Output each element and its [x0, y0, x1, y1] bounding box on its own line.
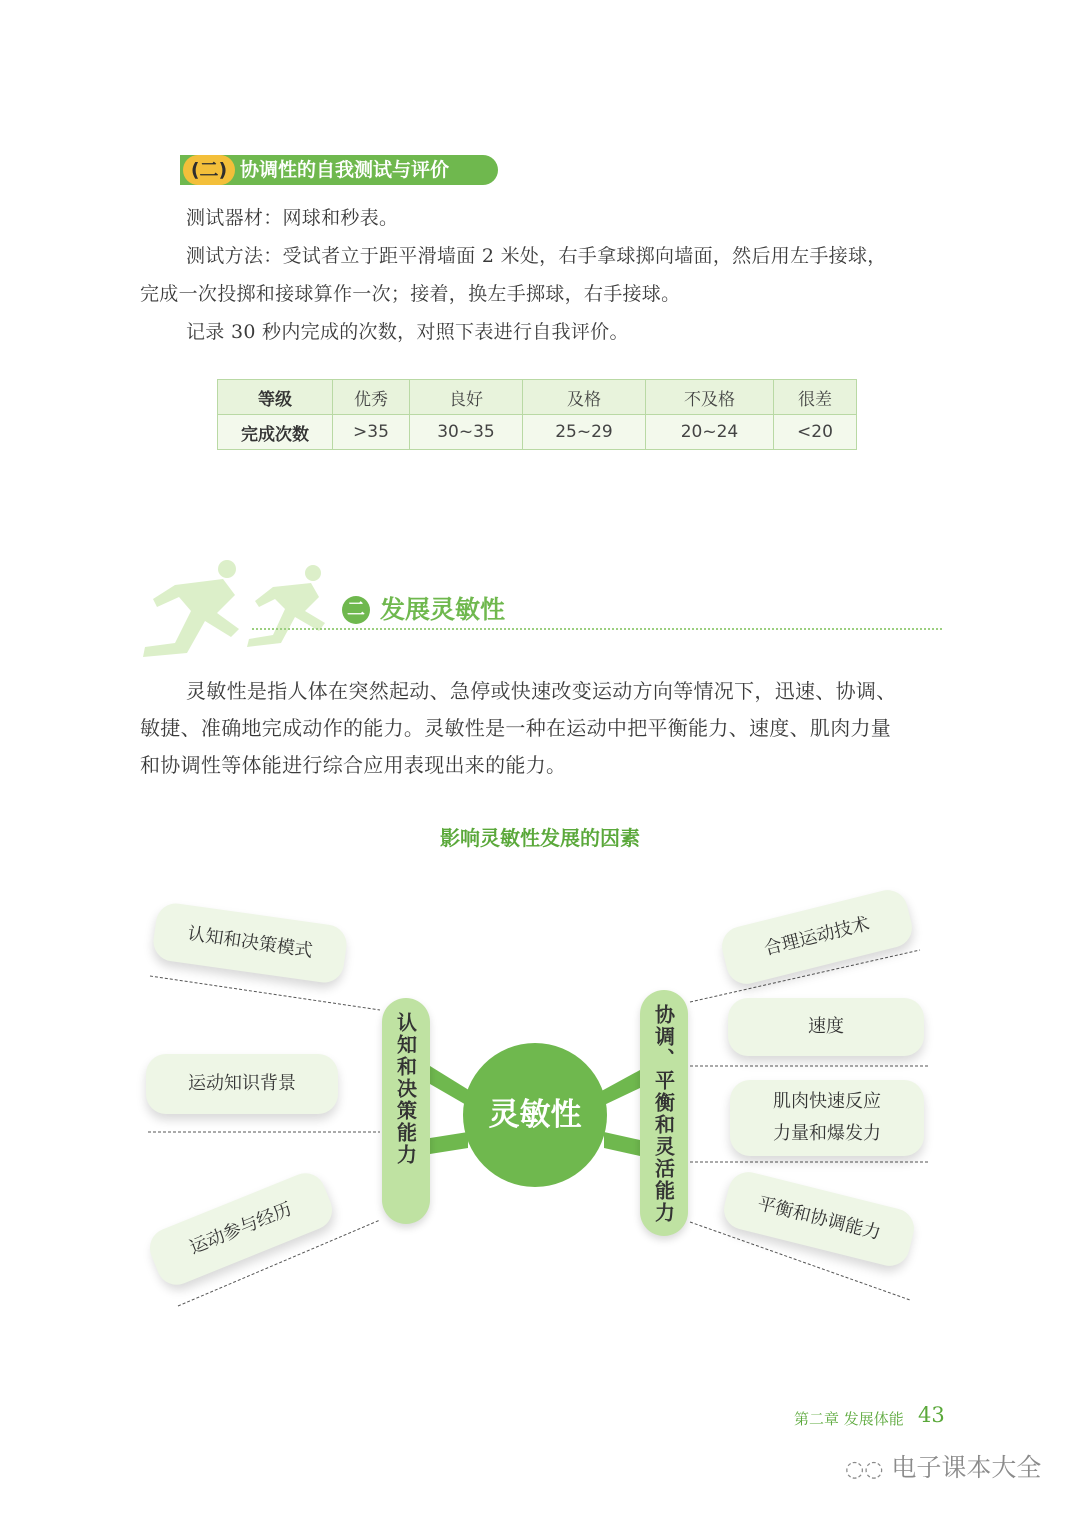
table-cell: 优秀: [333, 380, 410, 415]
paragraph-agility-line3: 和协调性等体能进行综合应用表现出来的能力。: [140, 753, 567, 777]
factor-label: 认知和决策模式: [186, 923, 314, 962]
center-node-label: 灵敏性: [488, 1097, 582, 1133]
factor-label: 力量和爆发力: [773, 1123, 881, 1144]
wechat-icon: ◌◌: [845, 1457, 884, 1482]
factor-label: 平衡和协调能力: [755, 1193, 883, 1244]
factor-pill: [730, 1080, 924, 1156]
table-cell: 25~29: [523, 415, 646, 450]
watermark: [845, 1448, 1041, 1484]
table-header-cell: 完成次数: [218, 415, 333, 450]
table-cell: <20: [774, 415, 857, 450]
watermark-text: 电子课本大全: [891, 1453, 1042, 1482]
table-header-cell: 等级: [218, 380, 333, 415]
paragraph-method-line1: 测试方法：受试者立于距平滑墙面 2 米处，右手拿球掷向墙面，然后用左手接球，: [186, 245, 887, 267]
paragraph-agility-line1: 灵敏性是指人体在突然起动、急停或快速改变运动方向等情况下，迅速、协调、: [186, 679, 897, 703]
factor-label: 肌肉快速反应: [773, 1091, 881, 1112]
factor-label: 合理运动技术: [761, 913, 872, 960]
factor-pill: [146, 1054, 338, 1114]
factor-label: 运动参与经历: [186, 1198, 295, 1259]
left-group-label: 认知和决策能力: [393, 1012, 418, 1166]
right-group-bar: [640, 990, 688, 1236]
grade-table: [217, 379, 857, 450]
table-cell: 30~35: [410, 415, 523, 450]
section-number-badge: (二): [183, 155, 235, 185]
table-row: [218, 380, 857, 415]
table-cell: 20~24: [646, 415, 774, 450]
paragraph-method-line2: 完成一次投掷和接球算作一次；接着，换左手掷球，右手接球。: [140, 283, 681, 305]
factor-label: 速度: [808, 1016, 844, 1037]
left-group-bar: [382, 998, 430, 1224]
paragraph-agility-line2: 敏捷、准确地完成动作的能力。灵敏性是一种在运动中把平衡能力、速度、肌肉力量: [140, 716, 892, 740]
paragraph-record: 记录 30 秒内完成的次数，对照下表进行自我评价。: [186, 321, 629, 343]
footer-chapter: 第二章 发展体能: [794, 1410, 904, 1428]
diagram-title: 影响灵敏性发展的因素: [440, 826, 640, 850]
divider: [252, 628, 942, 630]
right-group-label: 协调、平衡和灵活能力: [651, 1004, 676, 1224]
page-number: 43: [918, 1403, 945, 1427]
table-cell: >35: [333, 415, 410, 450]
section-title: 协调性的自我测试与评价: [240, 159, 450, 181]
table-row: [218, 415, 857, 450]
runner-icon: [135, 555, 345, 665]
table-cell: 及格: [523, 380, 646, 415]
section-title: 发展灵敏性: [380, 595, 506, 624]
factor-diagram: [0, 870, 1080, 1350]
table-cell: 不及格: [646, 380, 774, 415]
table-cell: 很差: [774, 380, 857, 415]
factor-label: 运动知识背景: [188, 1073, 296, 1094]
paragraph-equipment: 测试器材：网球和秒表。: [186, 207, 399, 229]
section-number-badge: 二: [342, 596, 370, 624]
table-cell: 良好: [410, 380, 523, 415]
factor-pill: [728, 998, 924, 1056]
